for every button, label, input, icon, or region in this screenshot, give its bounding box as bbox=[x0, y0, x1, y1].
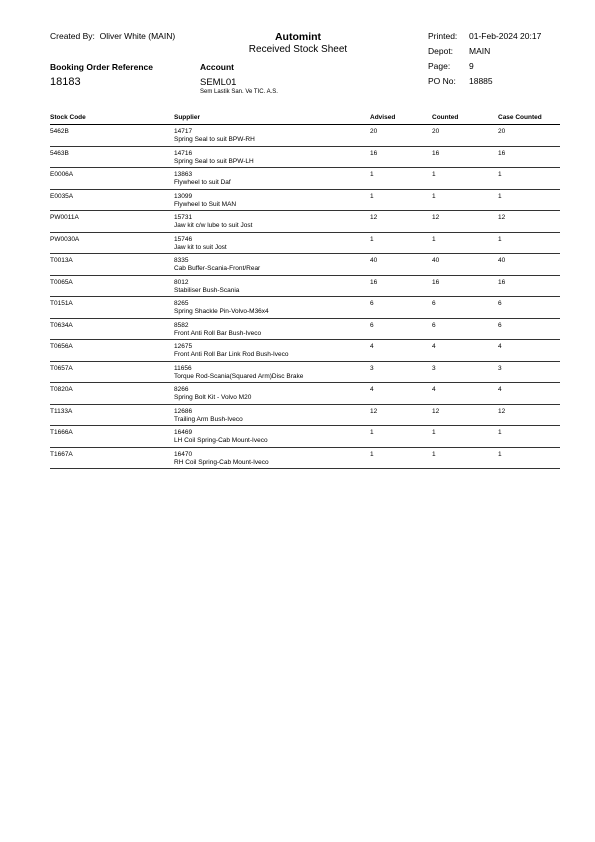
case-counted-cell: 1 bbox=[498, 429, 502, 436]
supplier-id: 12675 bbox=[174, 343, 193, 350]
page-label: Page: bbox=[428, 61, 451, 71]
supplier-cell bbox=[174, 128, 370, 146]
counted-cell: 6 bbox=[432, 321, 436, 329]
counted-cell: 1 bbox=[432, 429, 436, 436]
stock-code-cell: T1667A bbox=[50, 450, 73, 458]
counted-cell: 12 bbox=[432, 214, 440, 221]
table-row bbox=[50, 297, 560, 319]
case-counted-cell: 6 bbox=[498, 321, 502, 329]
stock-code-cell: T0656A bbox=[50, 343, 73, 350]
company-name: Automint bbox=[274, 31, 322, 43]
supplier-id: 11656 bbox=[174, 364, 192, 372]
supplier-id: 8582 bbox=[174, 321, 189, 329]
booking-ref-value: 18183 bbox=[50, 76, 81, 88]
table-row bbox=[50, 147, 560, 169]
advised-cell: 40 bbox=[370, 257, 378, 264]
advised-cell: 1 bbox=[370, 450, 374, 458]
po-row bbox=[428, 76, 541, 91]
counted-cell: 12 bbox=[432, 407, 440, 415]
depot-value: MAIN bbox=[469, 46, 491, 56]
table-row bbox=[50, 426, 560, 448]
supplier-id: 14717 bbox=[174, 128, 193, 135]
page-value: 9 bbox=[469, 61, 474, 71]
case-counted-cell: 4 bbox=[498, 343, 502, 350]
stock-code-cell: PW0030A bbox=[50, 235, 80, 243]
item-description: Front Anti Roll Bar Bush-Iveco bbox=[174, 329, 262, 337]
table-row bbox=[50, 340, 560, 362]
column-header-stock-code: Stock Code bbox=[50, 114, 86, 121]
case-counted-cell: 1 bbox=[498, 450, 502, 458]
case-counted-cell: 20 bbox=[498, 128, 506, 135]
table-row bbox=[50, 211, 560, 233]
counted-cell: 6 bbox=[432, 300, 436, 307]
counted-cell: 16 bbox=[432, 149, 440, 157]
case-counted-cell: 12 bbox=[498, 407, 506, 415]
item-description: Spring Seal to suit BPW-LH bbox=[174, 157, 254, 165]
counted-cell: 4 bbox=[432, 386, 436, 393]
counted-cell: 40 bbox=[432, 257, 440, 264]
supplier-cell bbox=[174, 386, 370, 404]
item-description: Flywheel to suit Daf bbox=[174, 179, 231, 186]
printed-value: 01-Feb-2024 20:17 bbox=[469, 31, 542, 41]
case-counted-cell: 6 bbox=[498, 300, 502, 307]
account-label: Account bbox=[200, 62, 234, 72]
table-row bbox=[50, 190, 560, 212]
supplier-id: 13863 bbox=[174, 171, 193, 178]
item-description: Spring Seal to suit BPW-RH bbox=[174, 136, 255, 143]
supplier-id: 15731 bbox=[174, 214, 193, 221]
stock-code-cell: T1666A bbox=[50, 429, 73, 436]
depot-label: Depot: bbox=[428, 46, 454, 56]
counted-cell: 4 bbox=[432, 343, 436, 350]
supplier-cell bbox=[174, 150, 370, 168]
stock-code-cell: E0006A bbox=[50, 171, 74, 178]
item-description: Front Anti Roll Bar Link Rod Bush-Iveco bbox=[174, 351, 289, 358]
stock-code-cell: T0013A bbox=[50, 257, 73, 264]
supplier-id: 15746 bbox=[174, 235, 193, 243]
supplier-cell bbox=[174, 257, 370, 275]
counted-cell: 16 bbox=[432, 278, 440, 286]
supplier-cell bbox=[174, 365, 370, 383]
case-counted-cell: 40 bbox=[498, 257, 506, 264]
table-row bbox=[50, 405, 560, 427]
supplier-cell bbox=[174, 408, 370, 426]
case-counted-cell: 12 bbox=[498, 214, 506, 221]
advised-cell: 20 bbox=[370, 128, 378, 135]
sheet-title: Received Stock Sheet bbox=[248, 44, 348, 55]
table-row bbox=[50, 168, 560, 190]
stock-code-cell: PW0011A bbox=[50, 214, 79, 221]
table-row bbox=[50, 125, 560, 147]
case-counted-cell: 4 bbox=[498, 386, 502, 393]
case-counted-cell: 16 bbox=[498, 149, 506, 157]
table-row bbox=[50, 319, 560, 341]
item-description: Spring Bolt Kit - Volvo M20 bbox=[174, 394, 252, 401]
advised-cell: 4 bbox=[370, 343, 374, 350]
stock-code-cell: T0657A bbox=[50, 364, 73, 372]
table-row bbox=[50, 233, 560, 255]
supplier-id: 16470 bbox=[174, 450, 193, 458]
advised-cell: 6 bbox=[370, 300, 374, 307]
case-counted-cell: 1 bbox=[498, 171, 502, 178]
printed-row bbox=[428, 31, 541, 46]
report-meta bbox=[428, 31, 541, 91]
po-label: PO No: bbox=[428, 76, 456, 86]
advised-cell: 1 bbox=[370, 192, 374, 200]
counted-cell: 1 bbox=[432, 192, 436, 200]
table-header bbox=[50, 114, 560, 125]
stock-code-cell: T1133A bbox=[50, 407, 73, 415]
po-value: 18885 bbox=[469, 76, 493, 86]
advised-cell: 16 bbox=[370, 278, 378, 286]
page-row bbox=[428, 61, 541, 76]
advised-cell: 12 bbox=[370, 214, 378, 221]
supplier-cell bbox=[174, 214, 370, 232]
item-description: Trailing Arm Bush-Iveco bbox=[174, 415, 243, 423]
case-counted-cell: 16 bbox=[498, 278, 506, 286]
report-header bbox=[50, 31, 560, 107]
created-by-label: Created By: bbox=[50, 31, 95, 41]
item-description: Cab Buffer-Scania-Front/Rear bbox=[174, 265, 261, 272]
printed-label: Printed: bbox=[428, 31, 458, 41]
supplier-cell bbox=[174, 300, 370, 318]
table-row bbox=[50, 254, 560, 276]
created-by-value: Oliver White (MAIN) bbox=[99, 31, 176, 41]
supplier-id: 8265 bbox=[174, 300, 189, 307]
supplier-cell bbox=[174, 279, 370, 297]
stock-code-cell: 5463B bbox=[50, 149, 69, 157]
case-counted-cell: 3 bbox=[498, 364, 502, 372]
title-block bbox=[218, 31, 378, 55]
item-description: Jaw kit to suit Jost bbox=[174, 243, 227, 251]
stock-code-cell: T0634A bbox=[50, 321, 73, 329]
supplier-cell bbox=[174, 322, 370, 340]
supplier-id: 8335 bbox=[174, 257, 189, 264]
table-row bbox=[50, 276, 560, 298]
supplier-cell bbox=[174, 193, 370, 211]
table-row bbox=[50, 362, 560, 384]
stock-code-cell: T0151A bbox=[50, 300, 73, 307]
supplier-cell bbox=[174, 343, 370, 361]
booking-ref-label: Booking Order Reference bbox=[50, 62, 153, 72]
stock-table bbox=[50, 114, 560, 469]
counted-cell: 1 bbox=[432, 171, 436, 178]
advised-cell: 1 bbox=[370, 429, 374, 436]
item-description: Flywheel to Suit MAN bbox=[174, 200, 237, 208]
advised-cell: 16 bbox=[370, 149, 378, 157]
counted-cell: 20 bbox=[432, 128, 440, 135]
stock-code-cell: T0820A bbox=[50, 386, 73, 393]
table-row bbox=[50, 448, 560, 470]
advised-cell: 1 bbox=[370, 235, 374, 243]
supplier-cell bbox=[174, 236, 370, 254]
case-counted-cell: 1 bbox=[498, 235, 502, 243]
supplier-id: 8012 bbox=[174, 278, 189, 286]
counted-cell: 1 bbox=[432, 450, 436, 458]
supplier-id: 8266 bbox=[174, 386, 189, 393]
counted-cell: 1 bbox=[432, 235, 436, 243]
stock-code-cell: 5462B bbox=[50, 128, 69, 135]
supplier-id: 16469 bbox=[174, 429, 193, 436]
supplier-id: 13099 bbox=[174, 192, 193, 200]
account-name: Sem Lastik San. Ve TIC. A.S. bbox=[200, 89, 278, 95]
item-description: LH Coil Spring-Cab Mount-Iveco bbox=[174, 437, 268, 444]
item-description: Jaw kit c/w lube to suit Jost bbox=[174, 222, 253, 229]
stock-code-cell: T0065A bbox=[50, 278, 73, 286]
counted-cell: 3 bbox=[432, 364, 436, 372]
item-description: Spring Shackle Pin-Volvo-M36x4 bbox=[174, 308, 269, 315]
created-by bbox=[50, 31, 175, 41]
column-header-case-counted: Case Counted bbox=[498, 114, 542, 121]
account-code: SEML01 bbox=[200, 77, 237, 88]
advised-cell: 3 bbox=[370, 364, 374, 372]
table-row bbox=[50, 383, 560, 405]
case-counted-cell: 1 bbox=[498, 192, 502, 200]
column-header-advised: Advised bbox=[370, 114, 396, 121]
supplier-cell bbox=[174, 171, 370, 189]
stock-code-cell: E0035A bbox=[50, 192, 74, 200]
depot-row bbox=[428, 46, 541, 61]
supplier-cell bbox=[174, 429, 370, 447]
supplier-cell bbox=[174, 451, 370, 469]
supplier-id: 14716 bbox=[174, 149, 193, 157]
table-body bbox=[50, 125, 560, 469]
supplier-id: 12686 bbox=[174, 407, 193, 415]
advised-cell: 12 bbox=[370, 407, 378, 415]
advised-cell: 1 bbox=[370, 171, 374, 178]
item-description: Stabiliser Bush-Scania bbox=[174, 286, 240, 294]
column-header-supplier: Supplier bbox=[174, 114, 201, 121]
advised-cell: 6 bbox=[370, 321, 374, 329]
item-description: RH Coil Spring-Cab Mount-Iveco bbox=[174, 458, 269, 466]
item-description: Torque Rod-Scania(Squared Arm)Disc Brake bbox=[174, 372, 304, 380]
advised-cell: 4 bbox=[370, 386, 374, 393]
column-header-counted: Counted bbox=[432, 114, 459, 121]
